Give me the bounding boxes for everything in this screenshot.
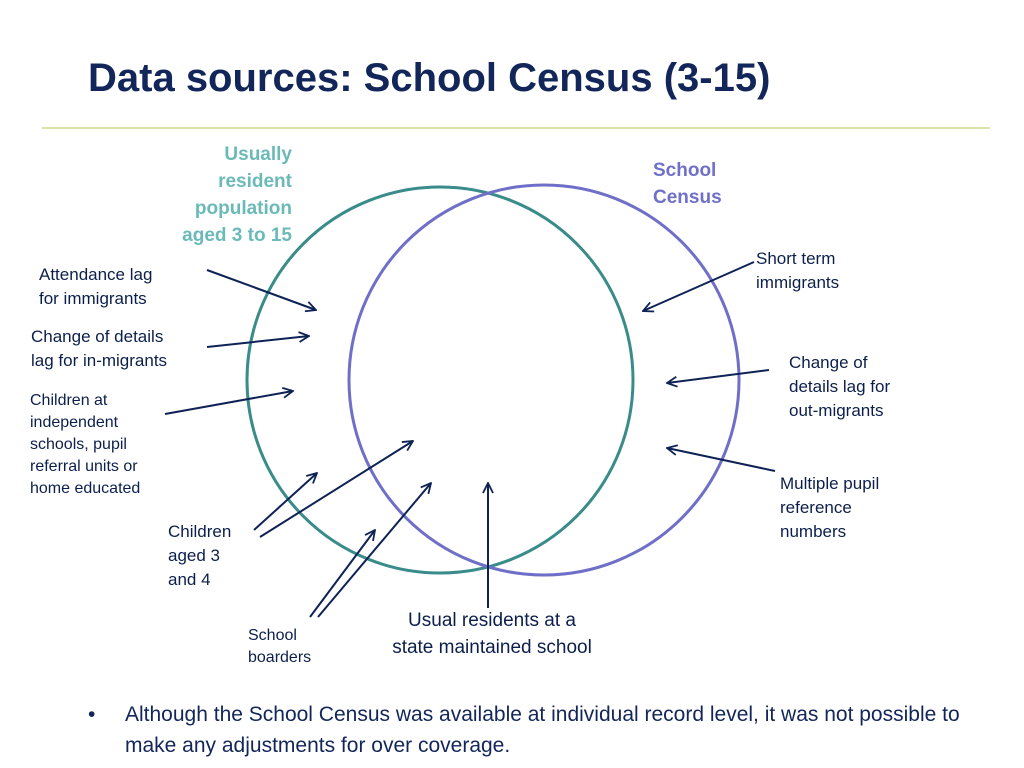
usually-resident-label: Usually resident population aged 3 to 15: [182, 144, 292, 246]
label-school-boarders: School boarders: [248, 627, 312, 666]
bullet-text: Although the School Census was available at individual record level, it was not possible to make any adjustments for over coverage.: [125, 703, 960, 757]
bullet-marker: •: [88, 703, 96, 726]
label-multiple-pupil-reference: Multiple pupil reference numbers: [780, 474, 880, 541]
arrow-multiple-upn: [667, 448, 775, 471]
resident-population-circle: [247, 187, 633, 573]
arrow-aged-3-4-b: [260, 441, 413, 537]
school-census-circle: [349, 185, 739, 575]
label-attendance-lag: Attendance lag for immigrants: [39, 265, 153, 308]
label-change-out-migrants: Change of details lag for out-migrants: [789, 353, 891, 420]
page-title: Data sources: School Census (3-15): [88, 56, 771, 100]
arrow-boarders-a: [310, 530, 375, 617]
arrow-independent-schools: [165, 391, 293, 414]
label-short-term-immigrants: Short term immigrants: [756, 249, 840, 292]
label-children-aged-3-4: Children aged 3 and 4: [168, 522, 232, 589]
arrow-short-term: [643, 262, 754, 311]
label-usual-residents: Usual residents at a state maintained school: [392, 610, 592, 658]
school-census-label: School Census: [653, 160, 722, 208]
arrow-change-out-migrants: [667, 370, 769, 383]
arrow-change-in-migrants: [207, 336, 309, 347]
label-change-in-migrants: Change of details lag for in-migrants: [31, 327, 168, 370]
label-independent-schools: Children at independent schools, pupil referral units or home educated: [30, 392, 141, 497]
arrow-boarders-b: [318, 483, 431, 617]
